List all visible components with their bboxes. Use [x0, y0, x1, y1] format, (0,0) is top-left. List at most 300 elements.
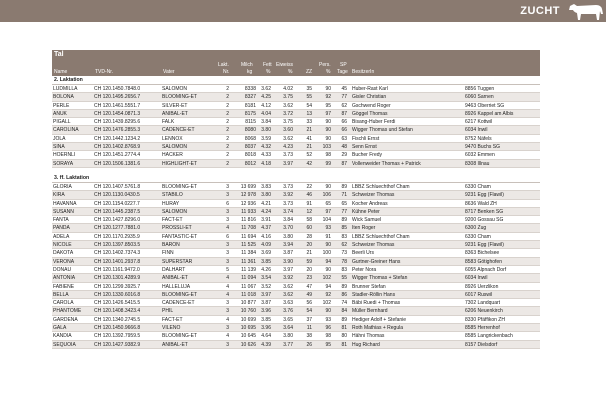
- cell-fett: 3.87: [261, 300, 271, 307]
- cell-sp: 84: [341, 308, 347, 315]
- cell-tvd: CH 120.1407.5761.8: [94, 183, 141, 190]
- cell-milch: 11 384: [241, 250, 256, 257]
- cell-eiweiss: 3.72: [283, 110, 293, 117]
- cell-ort: 6055 Alpnach Dorf: [465, 266, 507, 273]
- cell-zz: 42: [306, 160, 312, 167]
- cell-besitzer: Hähni Thomas: [352, 333, 385, 340]
- cell-pers: 90: [325, 266, 331, 273]
- cell-lakt: 2: [226, 110, 229, 117]
- top-banner: [0, 0, 606, 22]
- cell-sp: 81: [341, 325, 347, 332]
- cell-vater: CADENCE-ET: [162, 300, 195, 307]
- cell-besitzer: Göggel Thomas: [352, 110, 388, 117]
- cell-vater: SALOMON: [162, 86, 188, 92]
- table-row: [52, 216, 540, 224]
- cell-ort: 6206 Neuenkirch: [465, 308, 503, 315]
- cell-pers: 97: [325, 208, 331, 215]
- header-eiweiss-top: Eiweiss: [276, 62, 293, 68]
- table-row: [52, 241, 540, 249]
- cell-vater: FACT-ET: [162, 217, 183, 224]
- cell-tvd: CH 120.1506.1381.6: [94, 160, 141, 167]
- cell-tvd: CH 120.1299.3925.7: [94, 283, 141, 290]
- cell-vater: PROSSLI-ET: [162, 225, 192, 232]
- cell-name: FANTA: [53, 217, 69, 224]
- table-header: [52, 60, 540, 76]
- cell-pers: 90: [325, 86, 331, 92]
- cell-lakt: 2: [226, 94, 229, 101]
- cell-milch: 8181: [244, 102, 256, 109]
- cell-besitzer: Wigger Thomas und Stefan: [352, 127, 413, 134]
- cell-milch: 12 978: [240, 192, 256, 199]
- cell-sp: 83: [341, 233, 347, 240]
- cell-tvd: CH 120.1301.4289.9: [94, 275, 141, 282]
- cell-pers: 95: [325, 102, 331, 109]
- cell-vater: ANIBAL-ET: [162, 275, 188, 282]
- cell-fett: 4.37: [261, 225, 271, 232]
- cell-name: FABIENE: [53, 283, 75, 290]
- cell-lakt: 2: [226, 119, 229, 126]
- cell-tvd: CH 120.1170.2935.9: [94, 233, 140, 240]
- cell-besitzer: Senn Ernst: [352, 144, 377, 151]
- header-eiweiss-bottom: %: [288, 69, 293, 75]
- cell-vater: FANTASTIC-ET: [162, 233, 198, 240]
- cell-pers: 103: [322, 144, 331, 151]
- cell-zz: 56: [306, 300, 312, 307]
- cell-tvd: CH 120.1161.9472.0: [94, 266, 140, 273]
- cell-fett: 3.69: [261, 250, 271, 257]
- cell-ort: 6032 Emmen: [465, 152, 495, 159]
- cell-tvd: CH 120.1450.7848.0: [94, 86, 141, 92]
- cell-milch: 8068: [244, 135, 256, 142]
- cell-eiweiss: 3.92: [283, 192, 293, 199]
- cell-pers: 90: [325, 119, 331, 126]
- cell-pers: 90: [325, 127, 331, 134]
- cell-lakt: 6: [226, 233, 229, 240]
- cell-pers: 93: [325, 225, 331, 232]
- cell-tvd: CH 120.1402.8768.9: [94, 144, 141, 151]
- cell-sp: 55: [341, 275, 347, 282]
- cell-ort: 6217 Kottwil: [465, 119, 493, 126]
- cell-eiweiss: 3.70: [283, 225, 293, 232]
- cell-zz: 33: [306, 119, 312, 126]
- cell-pers: 99: [325, 160, 331, 167]
- cell-lakt: 3: [226, 217, 229, 224]
- cell-name: KIRA: [53, 192, 65, 199]
- cell-sp: 87: [341, 160, 347, 167]
- cell-lakt: 4: [226, 275, 229, 282]
- table-row: [52, 341, 540, 349]
- cell-zz: 12: [306, 208, 312, 215]
- cell-milch: 11 525: [241, 242, 256, 249]
- table-row: [52, 208, 540, 216]
- cell-fett: 3.80: [261, 192, 271, 199]
- cell-eiweiss: 3.62: [283, 291, 293, 298]
- cell-besitzer: Schweizer Thomas: [352, 192, 395, 199]
- cell-vater: STABILO: [162, 192, 183, 199]
- cell-besitzer: Huber-Rast Karl: [352, 86, 388, 92]
- cell-name: GALA: [53, 325, 67, 332]
- cell-milch: 10 695: [240, 325, 256, 332]
- cell-name: PERLE: [53, 102, 70, 109]
- cell-zz: 28: [306, 233, 312, 240]
- cell-pers: 65: [325, 200, 331, 207]
- cell-milch: 10 877: [240, 300, 256, 307]
- cell-name: HOERNLI: [53, 152, 76, 159]
- header-fett-bottom: %: [266, 69, 271, 75]
- cell-tvd: CH 120.1330.6016.8: [94, 291, 141, 298]
- cell-sp: 83: [341, 266, 347, 273]
- cell-sp: 86: [341, 291, 347, 298]
- cell-sp: 66: [341, 127, 347, 134]
- cell-besitzer: Müller Bernhard: [352, 308, 388, 315]
- cell-eiweiss: 3.84: [283, 217, 293, 224]
- cell-pers: 90: [325, 183, 331, 190]
- herd-table: [52, 50, 540, 349]
- cell-milch: 11 933: [241, 208, 256, 215]
- cell-name: SORAYA: [53, 160, 74, 167]
- header-vater: Vater: [163, 69, 175, 75]
- cell-eiweiss: 3.80: [283, 233, 293, 240]
- table-row: [52, 291, 540, 299]
- cell-tvd: CH 120.1130.0430.5: [94, 192, 140, 199]
- table-row: [52, 183, 540, 191]
- cell-pers: 102: [322, 300, 331, 307]
- table-row: [52, 110, 540, 118]
- table-row: [52, 249, 540, 257]
- cell-lakt: 3: [226, 208, 229, 215]
- cell-fett: 4.16: [261, 233, 271, 240]
- cell-milch: 13 699: [240, 183, 256, 190]
- cell-pers: 95: [325, 341, 331, 348]
- cell-pers: 98: [325, 152, 331, 159]
- cell-zz: 47: [306, 283, 312, 290]
- cell-tvd: CH 120.1402.7374.3: [94, 250, 141, 257]
- cell-besitzer: Fischli Ernst: [352, 135, 380, 142]
- cell-zz: 26: [306, 341, 312, 348]
- cell-zz: 37: [306, 316, 312, 323]
- cell-zz: 38: [306, 333, 312, 340]
- cell-milch: 10 626: [240, 341, 256, 348]
- cell-besitzer: Gisler Christian: [352, 94, 387, 101]
- cell-besitzer: LBBZ Schluechthof Cham: [352, 183, 410, 190]
- cell-fett: 4.39: [261, 341, 271, 348]
- cell-vater: PHIL: [162, 308, 174, 315]
- table-row: [52, 191, 540, 199]
- cell-milch: 8037: [244, 144, 256, 151]
- cell-vater: BLOOMING-ET: [162, 333, 198, 340]
- cell-lakt: 3: [226, 258, 229, 265]
- cell-ort: 8926 Uerzlikon: [465, 283, 499, 290]
- cell-zz: 60: [306, 225, 312, 232]
- cell-lakt: 2: [226, 127, 229, 134]
- cell-lakt: 2: [226, 102, 229, 109]
- header-sp-top: SP: [340, 62, 347, 68]
- cell-zz: 21: [306, 144, 312, 151]
- table-row: [52, 85, 540, 93]
- header-name: Name: [54, 69, 68, 75]
- header-pers-top: Pers.: [319, 62, 331, 68]
- cell-ort: 8926 Kappel am Albis: [465, 110, 514, 117]
- cell-tvd: CH 120.1445.2387.5: [94, 208, 141, 215]
- cell-pers: 98: [325, 333, 331, 340]
- cell-zz: 35: [306, 86, 312, 92]
- cell-tvd: CH 120.1450.9666.8: [94, 325, 141, 332]
- cell-ort: 8583 Götighofen: [465, 258, 502, 265]
- cell-zz: 59: [306, 258, 312, 265]
- cell-name: GLORIA: [53, 183, 72, 190]
- cell-eiweiss: 3.77: [283, 341, 293, 348]
- cell-lakt: 3: [226, 242, 229, 249]
- cell-sp: 29: [341, 152, 347, 159]
- table-row: [52, 102, 540, 110]
- cell-vater: HACKER: [162, 152, 183, 159]
- table-row: [52, 233, 540, 241]
- cell-ort: 8717 Benken SG: [465, 208, 504, 215]
- table-row: [52, 274, 540, 282]
- cell-pers: 94: [325, 283, 331, 290]
- cell-vater: LENNOX: [162, 135, 183, 142]
- header-milch-top: Milch: [241, 62, 253, 68]
- cell-tvd: CH 120.1392.7959.5: [94, 333, 141, 340]
- cell-fett: 4.32: [261, 144, 271, 151]
- cell-eiweiss: 3.62: [283, 102, 293, 109]
- cell-sp: 89: [341, 217, 347, 224]
- cell-vater: SALOMON: [162, 144, 188, 151]
- header-zz: ZZ: [306, 69, 313, 75]
- cell-tvd: CH 120.1426.5415.5: [94, 300, 141, 307]
- cell-sp: 78: [341, 258, 347, 265]
- cell-eiweiss: 3.75: [283, 119, 293, 126]
- cell-fett: 4.09: [261, 242, 271, 249]
- cell-pers: 92: [325, 94, 331, 101]
- cell-ort: 9200 Gossau SG: [465, 217, 504, 224]
- table-row: [52, 283, 540, 291]
- table-row: [52, 324, 540, 332]
- cell-besitzer: Hediger Adolf + Stefanie: [352, 316, 407, 323]
- cell-milch: 8175: [244, 110, 256, 117]
- table-row: [52, 160, 540, 168]
- cell-fett: 3.52: [261, 283, 271, 290]
- cell-ort: 8363 Bichelsee: [465, 250, 500, 257]
- cell-eiweiss: 4.02: [283, 86, 293, 92]
- cell-tvd: CH 120.1401.2937.8: [94, 258, 141, 265]
- cell-vater: CADENCE-ET: [162, 127, 195, 134]
- table-row: [52, 224, 540, 232]
- cell-pers: 100: [322, 250, 331, 257]
- cell-vater: DALHART: [162, 266, 186, 273]
- header-milch-bottom: kg: [247, 69, 253, 75]
- cell-ort: 8636 Wald ZH: [465, 200, 497, 207]
- table-row: [52, 135, 540, 143]
- cell-sp: 80: [341, 333, 347, 340]
- cell-besitzer: Bisang-Huber Ferdi: [352, 119, 396, 126]
- cell-zz: 52: [306, 152, 312, 159]
- group-title: 3. ff. Laktation: [52, 174, 540, 183]
- cell-pers: 96: [325, 325, 331, 332]
- cell-name: PHANTOME: [53, 308, 82, 315]
- cell-sp: 48: [341, 144, 347, 151]
- table-row: [52, 307, 540, 315]
- cell-ort: 6017 Ruswil: [465, 291, 493, 298]
- cell-name: BELLA: [53, 291, 69, 298]
- cell-milch: 8338: [244, 86, 256, 92]
- cell-fett: 3.84: [261, 119, 271, 126]
- cell-sp: 71: [341, 192, 347, 199]
- cell-eiweiss: 3.97: [283, 160, 293, 167]
- cell-lakt: 5: [226, 266, 229, 273]
- cell-vater: BARON: [162, 242, 180, 249]
- cell-pers: 94: [325, 258, 331, 265]
- table-row: [52, 258, 540, 266]
- cell-lakt: 4: [226, 283, 229, 290]
- cell-name: ADELA: [53, 233, 70, 240]
- cell-tvd: CH 120.1439.8295.6: [94, 119, 141, 126]
- cell-name: DAKOTA: [53, 250, 74, 257]
- cell-name: ANTONIA: [53, 275, 76, 282]
- cell-fett: 3.85: [261, 258, 271, 265]
- cell-zz: 23: [306, 275, 312, 282]
- header-pers-bottom: %: [326, 69, 331, 75]
- cell-zz: 21: [306, 250, 312, 257]
- cell-milch: 8327: [244, 94, 256, 101]
- cell-sp: 89: [341, 183, 347, 190]
- table-row: [52, 332, 540, 340]
- cell-eiweiss: 3.60: [283, 127, 293, 134]
- cell-eiweiss: 3.92: [283, 275, 293, 282]
- group-title: 2. Laktation: [52, 76, 540, 85]
- cell-tvd: CH 120.1495.2656.7: [94, 94, 141, 101]
- header-sp-bottom: Tage: [337, 69, 348, 75]
- cell-vater: HURAY: [162, 200, 180, 207]
- cell-name: SEQUOIA: [53, 341, 76, 348]
- cell-milch: 8012: [244, 160, 256, 167]
- cell-sp: 65: [341, 200, 347, 207]
- table-body: [52, 76, 540, 349]
- cell-eiweiss: 3.76: [283, 308, 293, 315]
- cell-eiweiss: 3.94: [283, 242, 293, 249]
- cell-fett: 4.21: [261, 200, 271, 207]
- cell-name: BOLONA: [53, 94, 74, 101]
- cell-besitzer: Kühne Peter: [352, 208, 380, 215]
- cell-milch: 12 936: [240, 200, 256, 207]
- table-row: [52, 143, 540, 151]
- cell-sp: 77: [341, 208, 347, 215]
- cell-tvd: CH 120.1454.0871.3: [94, 110, 141, 117]
- cell-fett: 4.25: [261, 94, 271, 101]
- cell-name: CAROLA: [53, 300, 74, 307]
- cell-fett: 3.97: [261, 291, 271, 298]
- cell-vater: FACT-ET: [162, 316, 183, 323]
- cell-besitzer: Peter Nora: [352, 266, 377, 273]
- cell-tvd: CH 120.1154.0227.7: [94, 200, 140, 207]
- cell-vater: FALK: [162, 119, 175, 126]
- cell-ort: 8856 Tuggen: [465, 86, 495, 92]
- cell-besitzer: Wick Samuel: [352, 217, 382, 224]
- cell-ort: 7302 Landquart: [465, 300, 501, 307]
- header-besitzer: BesitzerIn: [352, 69, 375, 75]
- cell-lakt: 3: [226, 192, 229, 199]
- cell-sp: 62: [341, 242, 347, 249]
- cell-zz: 20: [306, 266, 312, 273]
- cell-pers: 92: [325, 291, 331, 298]
- cell-eiweiss: 3.97: [283, 266, 293, 273]
- cell-lakt: 2: [226, 160, 229, 167]
- cell-name: KANDIA: [53, 333, 72, 340]
- cell-fett: 3.54: [261, 275, 271, 282]
- cell-vater: VILENO: [162, 325, 181, 332]
- cell-fett: 3.80: [261, 127, 271, 134]
- cell-sp: 63: [341, 135, 347, 142]
- cell-fett: 4.12: [261, 102, 271, 109]
- cell-besitzer: Bäbi Ruedi + Thomas: [352, 300, 401, 307]
- cell-eiweiss: 3.75: [283, 94, 293, 101]
- cell-besitzer: Wigger Thomas + Stefan: [352, 275, 408, 282]
- cell-ort: 8308 Illnau: [465, 160, 490, 167]
- cell-zz: 13: [306, 110, 312, 117]
- cell-tvd: CH 120.1476.2855.3: [94, 127, 141, 134]
- cell-milch: 11 094: [241, 275, 256, 282]
- cell-fett: 3.91: [261, 217, 271, 224]
- cell-name: LUDMILLA: [53, 86, 78, 92]
- cell-tvd: CH 120.1461.5551.7: [94, 102, 141, 109]
- cell-vater: HIGHLIGHT-ET: [162, 160, 198, 167]
- cell-sp: 81: [341, 341, 347, 348]
- cell-ort: 6060 Sarnen: [465, 94, 494, 101]
- cell-pers: 93: [325, 316, 331, 323]
- cell-eiweiss: 4.23: [283, 144, 293, 151]
- cell-zz: 58: [306, 217, 312, 224]
- cell-ort: 9463 Oberriet SG: [465, 102, 505, 109]
- cell-fett: 4.24: [261, 208, 271, 215]
- table-title: Tal: [52, 50, 540, 60]
- cell-name: CAROLINA: [53, 127, 79, 134]
- cell-besitzer: Kocher Andreas: [352, 200, 388, 207]
- cell-ort: 6034 Inwil: [465, 127, 488, 134]
- cell-pers: 90: [325, 242, 331, 249]
- cell-fett: 4.04: [261, 110, 271, 117]
- cell-eiweiss: 3.62: [283, 283, 293, 290]
- header-lakt-bottom: Nr.: [223, 69, 230, 75]
- table-row: [52, 126, 540, 134]
- header-tvd: TVD-Nr.: [95, 69, 114, 75]
- cell-besitzer: Roth Mathias + Regula: [352, 325, 404, 332]
- cell-lakt: 2: [226, 152, 229, 159]
- table-row: [52, 118, 540, 126]
- cell-lakt: 3: [226, 325, 229, 332]
- cell-lakt: 3: [226, 341, 229, 348]
- cell-zz: 41: [306, 135, 312, 142]
- cell-pers: 90: [325, 308, 331, 315]
- cell-zz: 54: [306, 102, 312, 109]
- header-fett-top: Fett: [263, 62, 272, 68]
- cell-ort: 6034 Inwil: [465, 275, 488, 282]
- cell-lakt: 4: [226, 225, 229, 232]
- cell-ort: 9470 Buchs SG: [465, 144, 501, 151]
- table-row: [52, 93, 540, 101]
- cell-eiweiss: 3.80: [283, 333, 293, 340]
- cell-tvd: CH 120.1427.9382.9: [94, 341, 141, 348]
- cell-lakt: 4: [226, 316, 229, 323]
- cell-name: SUSANN: [53, 208, 74, 215]
- cell-tvd: CH 120.1277.7881.0: [94, 225, 141, 232]
- cell-sp: 73: [341, 250, 347, 257]
- cell-lakt: 4: [226, 333, 229, 340]
- cell-fett: 4.26: [261, 266, 271, 273]
- cell-sp: 89: [341, 283, 347, 290]
- cell-milch: 11 139: [241, 266, 256, 273]
- cell-fett: 4.33: [261, 152, 271, 159]
- cell-name: HAVANNA: [53, 200, 77, 207]
